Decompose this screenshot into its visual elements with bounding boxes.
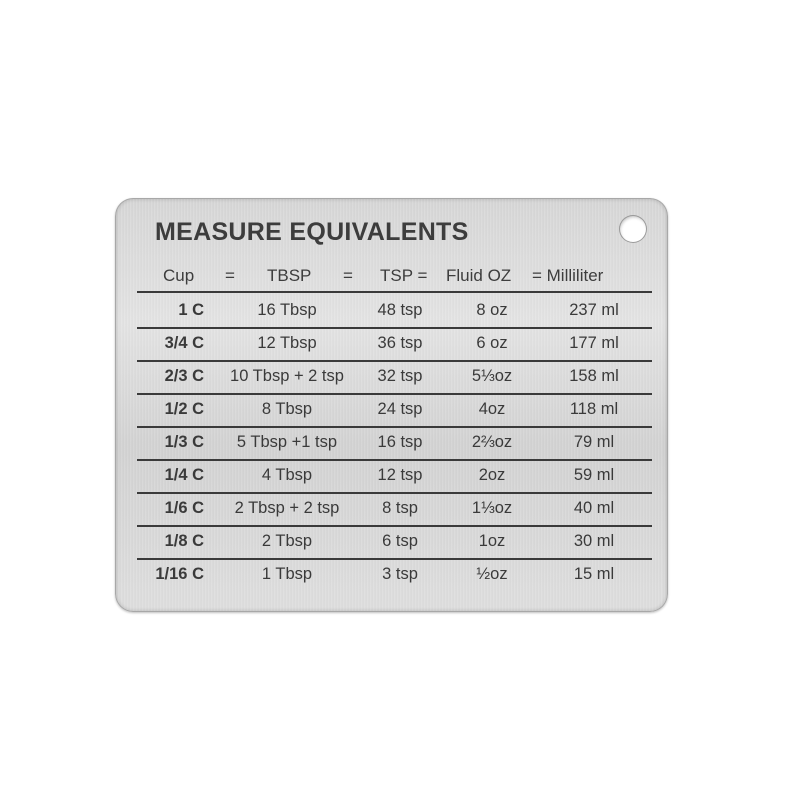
header-tsp: TSP = bbox=[380, 266, 428, 285]
cell-milliliter: 118 ml bbox=[569, 400, 619, 418]
cell-tsp: 6 tsp bbox=[382, 532, 418, 550]
cell-milliliter: 59 ml bbox=[573, 466, 615, 484]
cell-fluid-oz: 6 oz bbox=[476, 334, 508, 352]
cell-milliliter: 40 ml bbox=[573, 499, 615, 517]
header-equals-2: = bbox=[343, 266, 353, 285]
cell-fluid-oz: 5⅓oz bbox=[471, 367, 513, 385]
cell-cup: 1/16 C bbox=[155, 565, 204, 583]
table-row bbox=[137, 395, 652, 428]
header-milliliter: = Milliliter bbox=[532, 266, 604, 285]
plate-title: MEASURE EQUIVALENTS bbox=[155, 218, 469, 246]
cell-tsp: 32 tsp bbox=[377, 367, 423, 385]
table-header bbox=[135, 266, 652, 290]
header-divider bbox=[137, 291, 652, 293]
cell-tbsp: 12 Tbsp bbox=[257, 334, 317, 352]
cell-tbsp: 16 Tbsp bbox=[257, 301, 317, 319]
header-tbsp: TBSP bbox=[267, 266, 312, 285]
cell-cup: 1 C bbox=[178, 301, 204, 319]
cell-tsp: 16 tsp bbox=[377, 433, 423, 451]
cell-milliliter: 15 ml bbox=[573, 565, 615, 583]
cell-tsp: 36 tsp bbox=[377, 334, 423, 352]
cell-tsp: 24 tsp bbox=[377, 400, 423, 418]
hanging-hole bbox=[619, 215, 647, 243]
cell-tbsp: 2 Tbsp bbox=[261, 532, 313, 550]
cell-fluid-oz: 1oz bbox=[478, 532, 506, 550]
header-cup: Cup bbox=[163, 266, 195, 285]
cell-fluid-oz: 4oz bbox=[478, 400, 506, 418]
cell-milliliter: 79 ml bbox=[573, 433, 615, 451]
cell-tsp: 3 tsp bbox=[382, 565, 418, 583]
table-row bbox=[137, 560, 652, 593]
cell-tsp: 48 tsp bbox=[377, 301, 423, 319]
cell-fluid-oz: 1⅓oz bbox=[471, 499, 513, 517]
cell-fluid-oz: ½oz bbox=[476, 565, 508, 583]
conversion-table bbox=[137, 296, 652, 593]
cell-milliliter: 158 ml bbox=[569, 367, 619, 385]
cell-cup: 2/3 C bbox=[164, 367, 204, 385]
cell-cup: 1/8 C bbox=[164, 532, 204, 550]
cell-tbsp: 5 Tbsp +1 tsp bbox=[236, 433, 338, 451]
table-row bbox=[137, 494, 652, 527]
cell-cup: 1/6 C bbox=[164, 499, 204, 517]
cell-tbsp: 2 Tbsp + 2 tsp bbox=[234, 499, 340, 517]
header-fluid-oz: Fluid OZ bbox=[446, 266, 512, 285]
cell-cup: 3/4 C bbox=[164, 334, 204, 352]
table-row bbox=[137, 329, 652, 362]
table-row bbox=[137, 296, 652, 329]
cell-fluid-oz: 8 oz bbox=[476, 301, 508, 319]
cell-milliliter: 237 ml bbox=[569, 301, 619, 319]
cell-tsp: 12 tsp bbox=[377, 466, 423, 484]
cell-cup: 1/3 C bbox=[164, 433, 204, 451]
cell-cup: 1/4 C bbox=[164, 466, 204, 484]
cell-fluid-oz: 2oz bbox=[478, 466, 506, 484]
cell-tbsp: 10 Tbsp + 2 tsp bbox=[230, 367, 344, 385]
cell-milliliter: 177 ml bbox=[569, 334, 619, 352]
measurement-chart-plate bbox=[115, 198, 668, 612]
header-equals-1: = bbox=[225, 266, 235, 285]
cell-cup: 1/2 C bbox=[164, 400, 204, 418]
table-row bbox=[137, 362, 652, 395]
table-row bbox=[137, 428, 652, 461]
table-row bbox=[137, 527, 652, 560]
cell-fluid-oz: 2⅔oz bbox=[471, 433, 513, 451]
cell-tbsp: 4 Tbsp bbox=[261, 466, 313, 484]
cell-tbsp: 1 Tbsp bbox=[261, 565, 313, 583]
table-row bbox=[137, 461, 652, 494]
cell-tbsp: 8 Tbsp bbox=[261, 400, 313, 418]
cell-milliliter: 30 ml bbox=[573, 532, 615, 550]
cell-tsp: 8 tsp bbox=[382, 499, 418, 517]
